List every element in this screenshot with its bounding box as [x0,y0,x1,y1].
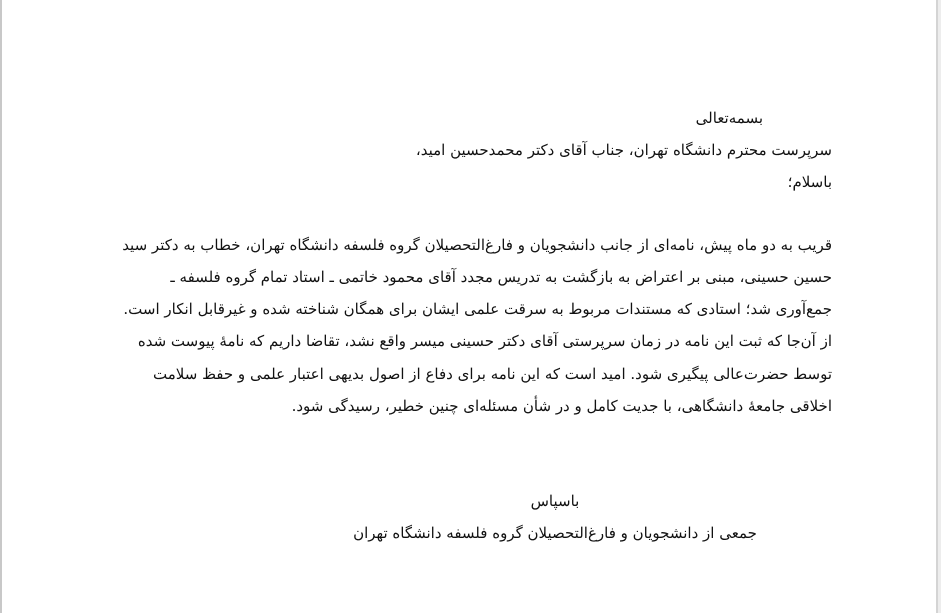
letter-body [122,0,832,613]
greeting: باسلام؛ [787,173,832,191]
paragraph-line-3: جمع‌آوری شد؛ استادی که مستندات مربوط به سرقت علمی ایشان برای همگان شناخته شده و غیرقابل انکار است. [123,300,832,318]
paragraph-line-2: حسین حسینی، مبنی بر اعتراض به بازگشت به تدریس مجدد آقای محمود خاتمی ـ استاد تمام گروه فلسفه ـ [170,268,832,286]
paragraph-line-6: اخلاقی جامعهٔ دانشگاهی، با جدیت کامل و در شأن مسئله‌ای چنین خطیر، رسیدگی شود. [291,397,832,415]
signature: جمعی از دانشجویان و فارغ‌التحصیلان گروه فلسفه دانشگاه تهران [353,524,757,542]
page-left-edge [0,0,2,613]
paragraph-line-5: توسط حضرت‌عالی پیگیری شود. امید است که این نامه برای دفاع از اصول بدیهی اعتبار علمی و حفظ سلامت [153,365,832,383]
paragraph-line-4: از آن‌جا که ثبت این نامه در زمان سرپرستی آقای دکتر حسینی میسر واقع نشد، تقاضا داریم که نامهٔ پیوست شده [137,332,832,350]
closing: باسپاس [530,492,580,510]
addressee-line: سرپرست محترم دانشگاه تهران، جناب آقای دکتر محمدحسین امید، [415,141,832,159]
paragraph-line-1: قریب به دو ماه پیش، نامه‌ای از جانب دانشجویان و فارغ‌التحصیلان گروه فلسفه دانشگاه تهران، خطاب به دکتر سید [122,236,832,254]
invocation: بسمه‌تعالی [695,109,763,127]
